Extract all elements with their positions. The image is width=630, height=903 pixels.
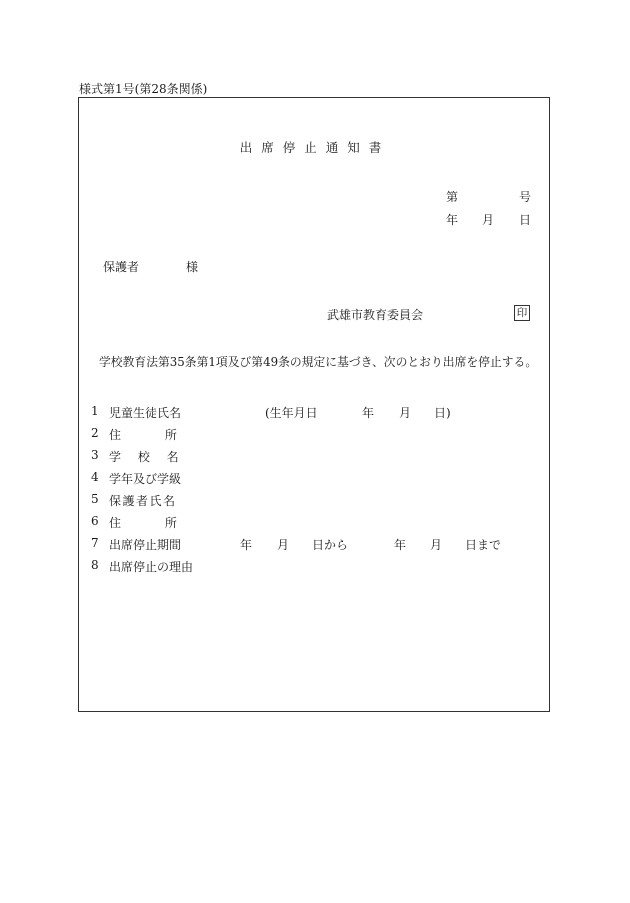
period-to-year: 年 xyxy=(394,538,407,552)
addressee-label: 保護者 xyxy=(103,260,140,274)
item-label: 保護者氏名 xyxy=(109,494,177,508)
item-label: 住 所 xyxy=(109,516,177,530)
period-from-year: 年 xyxy=(240,538,253,552)
item-label: 学 校 名 xyxy=(109,450,179,464)
period-to-month: 月 xyxy=(430,538,443,552)
item-number: 1 xyxy=(91,404,99,418)
document-title: 出席停止通知書 xyxy=(239,140,391,155)
item-label: 出席停止期間 xyxy=(109,538,182,552)
seal-mark: 印 xyxy=(514,305,530,321)
item-label: 住 所 xyxy=(109,428,177,442)
period-from-month: 月 xyxy=(277,538,290,552)
notice-frame xyxy=(78,97,550,712)
body-text: 学校教育法第35条第1項及び第49条の規定に基づき、次のとおり出席を停止する。 xyxy=(99,355,538,369)
item-label: 学年及び学級 xyxy=(109,472,182,486)
item-number: 7 xyxy=(91,536,99,550)
birth-open: (生年月日 xyxy=(265,406,318,420)
number-prefix: 第 xyxy=(446,190,459,204)
birth-month: 月 xyxy=(399,406,412,420)
birth-close: 日) xyxy=(434,406,451,420)
item-label: 出席停止の理由 xyxy=(109,560,194,574)
form-label: 様式第1号(第28条関係) xyxy=(79,82,208,96)
birth-year: 年 xyxy=(362,406,375,420)
item-label: 児童生徒氏名 xyxy=(109,406,182,420)
date-month: 月 xyxy=(482,213,495,227)
issuer-name: 武雄市教育委員会 xyxy=(327,308,424,322)
period-from-day: 日から xyxy=(312,538,349,552)
date-day: 日 xyxy=(519,213,532,227)
item-number: 3 xyxy=(91,448,99,462)
item-number: 2 xyxy=(91,426,99,440)
date-year: 年 xyxy=(446,213,459,227)
item-number: 4 xyxy=(91,470,99,484)
period-to-day: 日まで xyxy=(465,538,502,552)
addressee-honorific: 様 xyxy=(186,260,199,274)
item-number: 8 xyxy=(91,558,99,572)
number-suffix: 号 xyxy=(519,190,532,204)
item-number: 6 xyxy=(91,514,99,528)
item-number: 5 xyxy=(91,492,99,506)
